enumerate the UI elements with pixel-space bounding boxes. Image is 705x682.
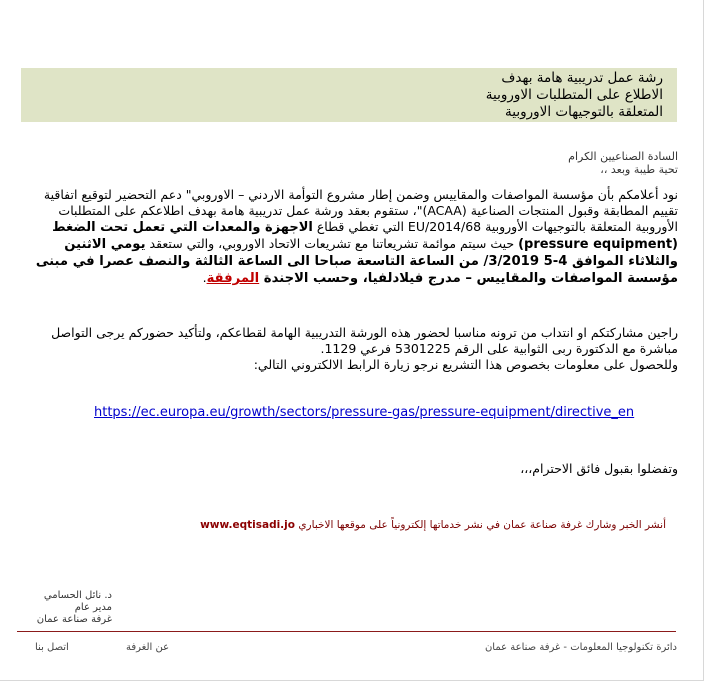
title-banner: [21, 68, 677, 122]
announcement-paragraph: [20, 187, 678, 287]
share-text: أنشر الخبر وشارك غرفة صناعة عمان في نشر خدماتها إلكترونياً على موقعها الاخباري: [298, 519, 666, 531]
attached-agenda-link[interactable]: المرفقة: [206, 271, 260, 286]
footer-contact-link[interactable]: اتصل بنا: [35, 642, 69, 653]
greeting: [568, 150, 678, 176]
schedule-bold: يومي الاثنين والثلاثاء الموافق 4-5 3/2019/ من الساعة التاسعة صباحا الى الساعة الثالثة والنصف عصرا في مبنى مؤسسة المواصفات والمقاييس – مدرج فيلادلفيا، وحسب الاجندة: [35, 237, 678, 286]
footer-department: دائرة تكنولوجيا المعلومات - غرفة صناعة عمان: [484, 642, 677, 653]
share-banner: [200, 519, 666, 531]
title-line-2: الاطلاع على المتطلبات الاوروبية: [485, 87, 663, 103]
closing-line: وتفضلوا بقبول فائق الاحترام،،،: [520, 461, 678, 476]
signature-org: غرفة صناعة عمان: [36, 614, 112, 625]
equipment-sector-bold: الاجهزة والمعدات التي تعمل تحت الضغط (pressure equipment): [52, 220, 678, 252]
paragraph-end: .: [202, 270, 207, 285]
footer-divider: [17, 631, 676, 632]
directive-link[interactable]: https://ec.europa.eu/growth/sectors/pressure-gas/pressure-equipment/directive_en: [94, 405, 635, 420]
greeting-line-1: السادة الصناعيين الكرام: [568, 150, 678, 163]
title-line-3: المتعلقة بالتوجيهات الاوروبية: [505, 104, 663, 120]
greeting-line-2: تحية طيبة وبعد ،،: [600, 163, 678, 176]
paragraph-text-1: نود أعلامكم بأن مؤسسة المواصفات والمقاييس وضمن إطار مشروع التوأمة الاردني – الاوروبي" دعم التحضير لتوقيع اتفاقية تقييم المطابقة وقبول المنتجات الصناعية (ACAA)"، ستقوم بعقد ورشة عمل تدريبية هامة بهدف اطلاعكم على المتطلبات الأوروبية المتعلقة بالتوجيهات الأوروبية 2014/68/EU التي تغطي قطاع: [43, 187, 678, 234]
participation-line-1: راجين مشاركتكم او انتداب من ترونه مناسبا لحضور هذه الورشة التدريبية الهامة لقطاعكم، ولتأكيد حضوركم يرجى التواصل مباشرة مع الدكتورة ربى الثوابية على الرقم 5301225 فرعي 1129.: [51, 325, 678, 356]
participation-line-2: وللحصول على معلومات بخصوص هذا التشريع نرجو زيارة الرابط الالكتروني التالي:: [253, 357, 678, 372]
paragraph-text-2: حيث سيتم موائمة تشريعاتنا مع تشريعات الاتحاد الاوروبي، والتي ستعقد: [145, 236, 519, 251]
footer-about-link[interactable]: عن الغرفة: [126, 642, 170, 653]
signature-role: مدير عام: [74, 602, 112, 613]
signature-name: د. نائل الحسامي: [43, 590, 112, 601]
signature-block: [20, 590, 112, 626]
title-line-1: رشة عمل تدريبية هامة بهدف: [501, 70, 663, 86]
participation-paragraph: [20, 325, 678, 373]
title-lines: [486, 70, 663, 121]
news-site-link[interactable]: www.eqtisadi.jo: [200, 519, 295, 531]
